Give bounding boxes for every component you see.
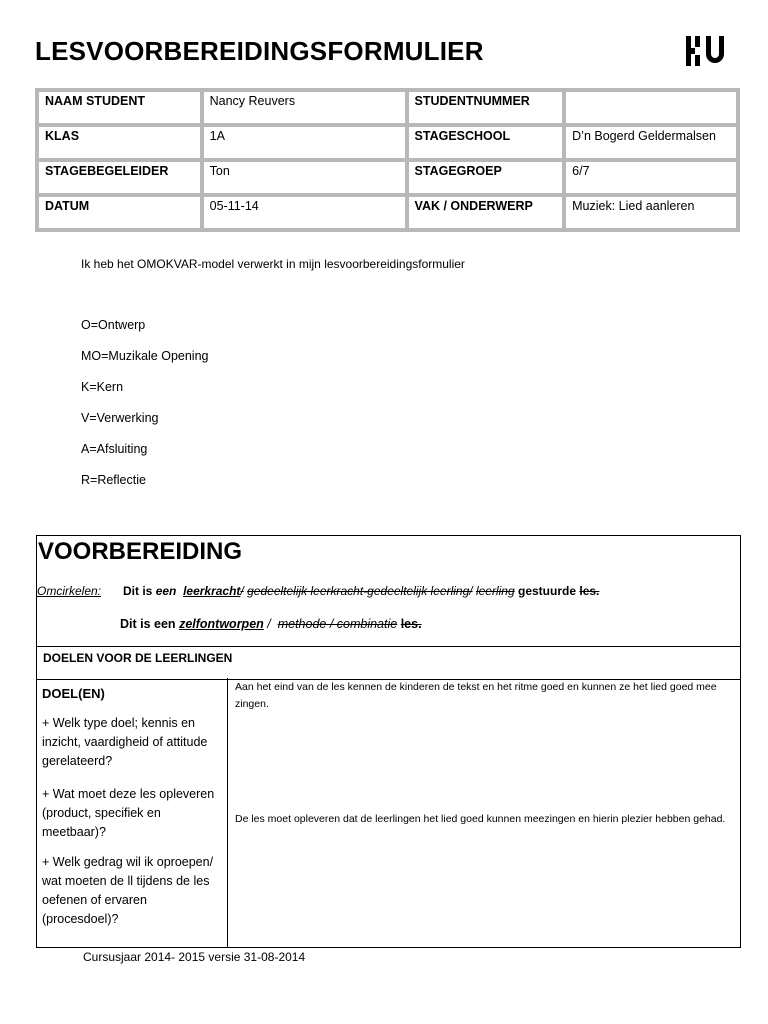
question-item: + Welk gedrag wil ik oproepen/ wat moeten de ll tijdens de les oefenen of ervaren (procesdoel)? (42, 855, 214, 926)
value-klas: 1A (202, 125, 407, 160)
value-stagebegeleider: Ton (202, 160, 407, 195)
value-vak-onderwerp: Muziek: Lied aanleren (564, 195, 738, 230)
label-klas: KLAS (37, 125, 202, 160)
footer-text: Cursusjaar 2014- 2015 versie 31-08-2014 (83, 950, 306, 964)
table-row (37, 125, 738, 160)
answer-text: De les moet opleveren dat de leerlingen het lied goed kunnen meezingen en hierin plezier hebben gehad. (235, 813, 726, 825)
option-text: estuurde (525, 584, 577, 598)
struck-option: leerling (475, 584, 515, 598)
omcirkelen-line-2 (120, 617, 422, 631)
value-stageschool: D’n Bogerd Geldermalsen (564, 125, 738, 160)
value-naam-student: Nancy Reuvers (202, 90, 407, 125)
label-naam-student: NAAM STUDENT (37, 90, 202, 125)
omcirkelen-label: Omcirkelen: (37, 584, 102, 598)
label-stagebegeleider: STAGEBEGELEIDER (37, 160, 202, 195)
option-text: een (155, 584, 177, 598)
value-stagegroep: 6/7 (564, 160, 738, 195)
label-datum: DATUM (37, 195, 202, 230)
selected-option-leerkracht: leerkracht (183, 584, 241, 598)
legend-item: V=Verwerking (81, 411, 159, 425)
answer-text: Aan het eind van de les kennen de kinderen de tekst en het ritme goed en kunnen ze het lied goed mee zingen. (235, 681, 717, 710)
struck-option: les. (400, 617, 422, 631)
label-vak-onderwerp: VAK / ONDERWERP (407, 195, 565, 230)
section-title: VOORBEREIDING (38, 538, 243, 565)
table-row (37, 195, 738, 230)
struck-option: methode / combinatie (277, 617, 398, 631)
goal-questions-cell (37, 678, 228, 947)
question-item: + Welk type doel; kennis en inzicht, vaardigheid of attitude gerelateerd? (42, 716, 208, 768)
question-item: + Wat moet deze les opleveren (product, specifiek en meetbaar)? (42, 787, 215, 839)
table-row (37, 160, 738, 195)
option-text: Dit is een (120, 617, 176, 631)
hu-logo (684, 34, 728, 68)
value-datum: 05-11-14 (202, 195, 407, 230)
legend-item: A=Afsluiting (81, 442, 148, 456)
label-studentnummer: STUDENTNUMMER (407, 90, 565, 125)
omcirkelen-line-1 (37, 584, 599, 598)
voorbereiding-section (36, 535, 741, 948)
option-separator: / (240, 584, 244, 598)
doel-label: DOEL(EN) (42, 686, 105, 701)
page-title: LESVOORBEREIDINGSFORMULIER (35, 36, 484, 66)
option-separator: / (267, 617, 271, 631)
legend-item: MO=Muzikale Opening (81, 349, 209, 363)
legend-item: O=Ontwerp (81, 318, 146, 332)
doelen-header (37, 646, 740, 680)
option-text: g (517, 584, 526, 598)
legend-item: R=Reflectie (81, 473, 146, 487)
option-text: Dit is (123, 584, 153, 598)
selected-option-zelfontworpen: zelfontworpen (179, 617, 264, 631)
table-row (37, 90, 738, 125)
label-stagegroep: STAGEGROEP (407, 160, 565, 195)
student-info-table (35, 88, 740, 232)
label-stageschool: STAGESCHOOL (407, 125, 565, 160)
intro-text: Ik heb het OMOKVAR-model verwerkt in mijn lesvoorbereidingsformulier (81, 257, 465, 271)
struck-option: gedeeltelijk leerkracht-gedeeltelijk leerling/ (247, 584, 473, 598)
struck-option: les. (579, 584, 600, 598)
doelen-header-label: DOELEN VOOR DE LEERLINGEN (43, 651, 233, 665)
value-studentnummer (564, 90, 738, 125)
legend-item: K=Kern (81, 380, 124, 394)
